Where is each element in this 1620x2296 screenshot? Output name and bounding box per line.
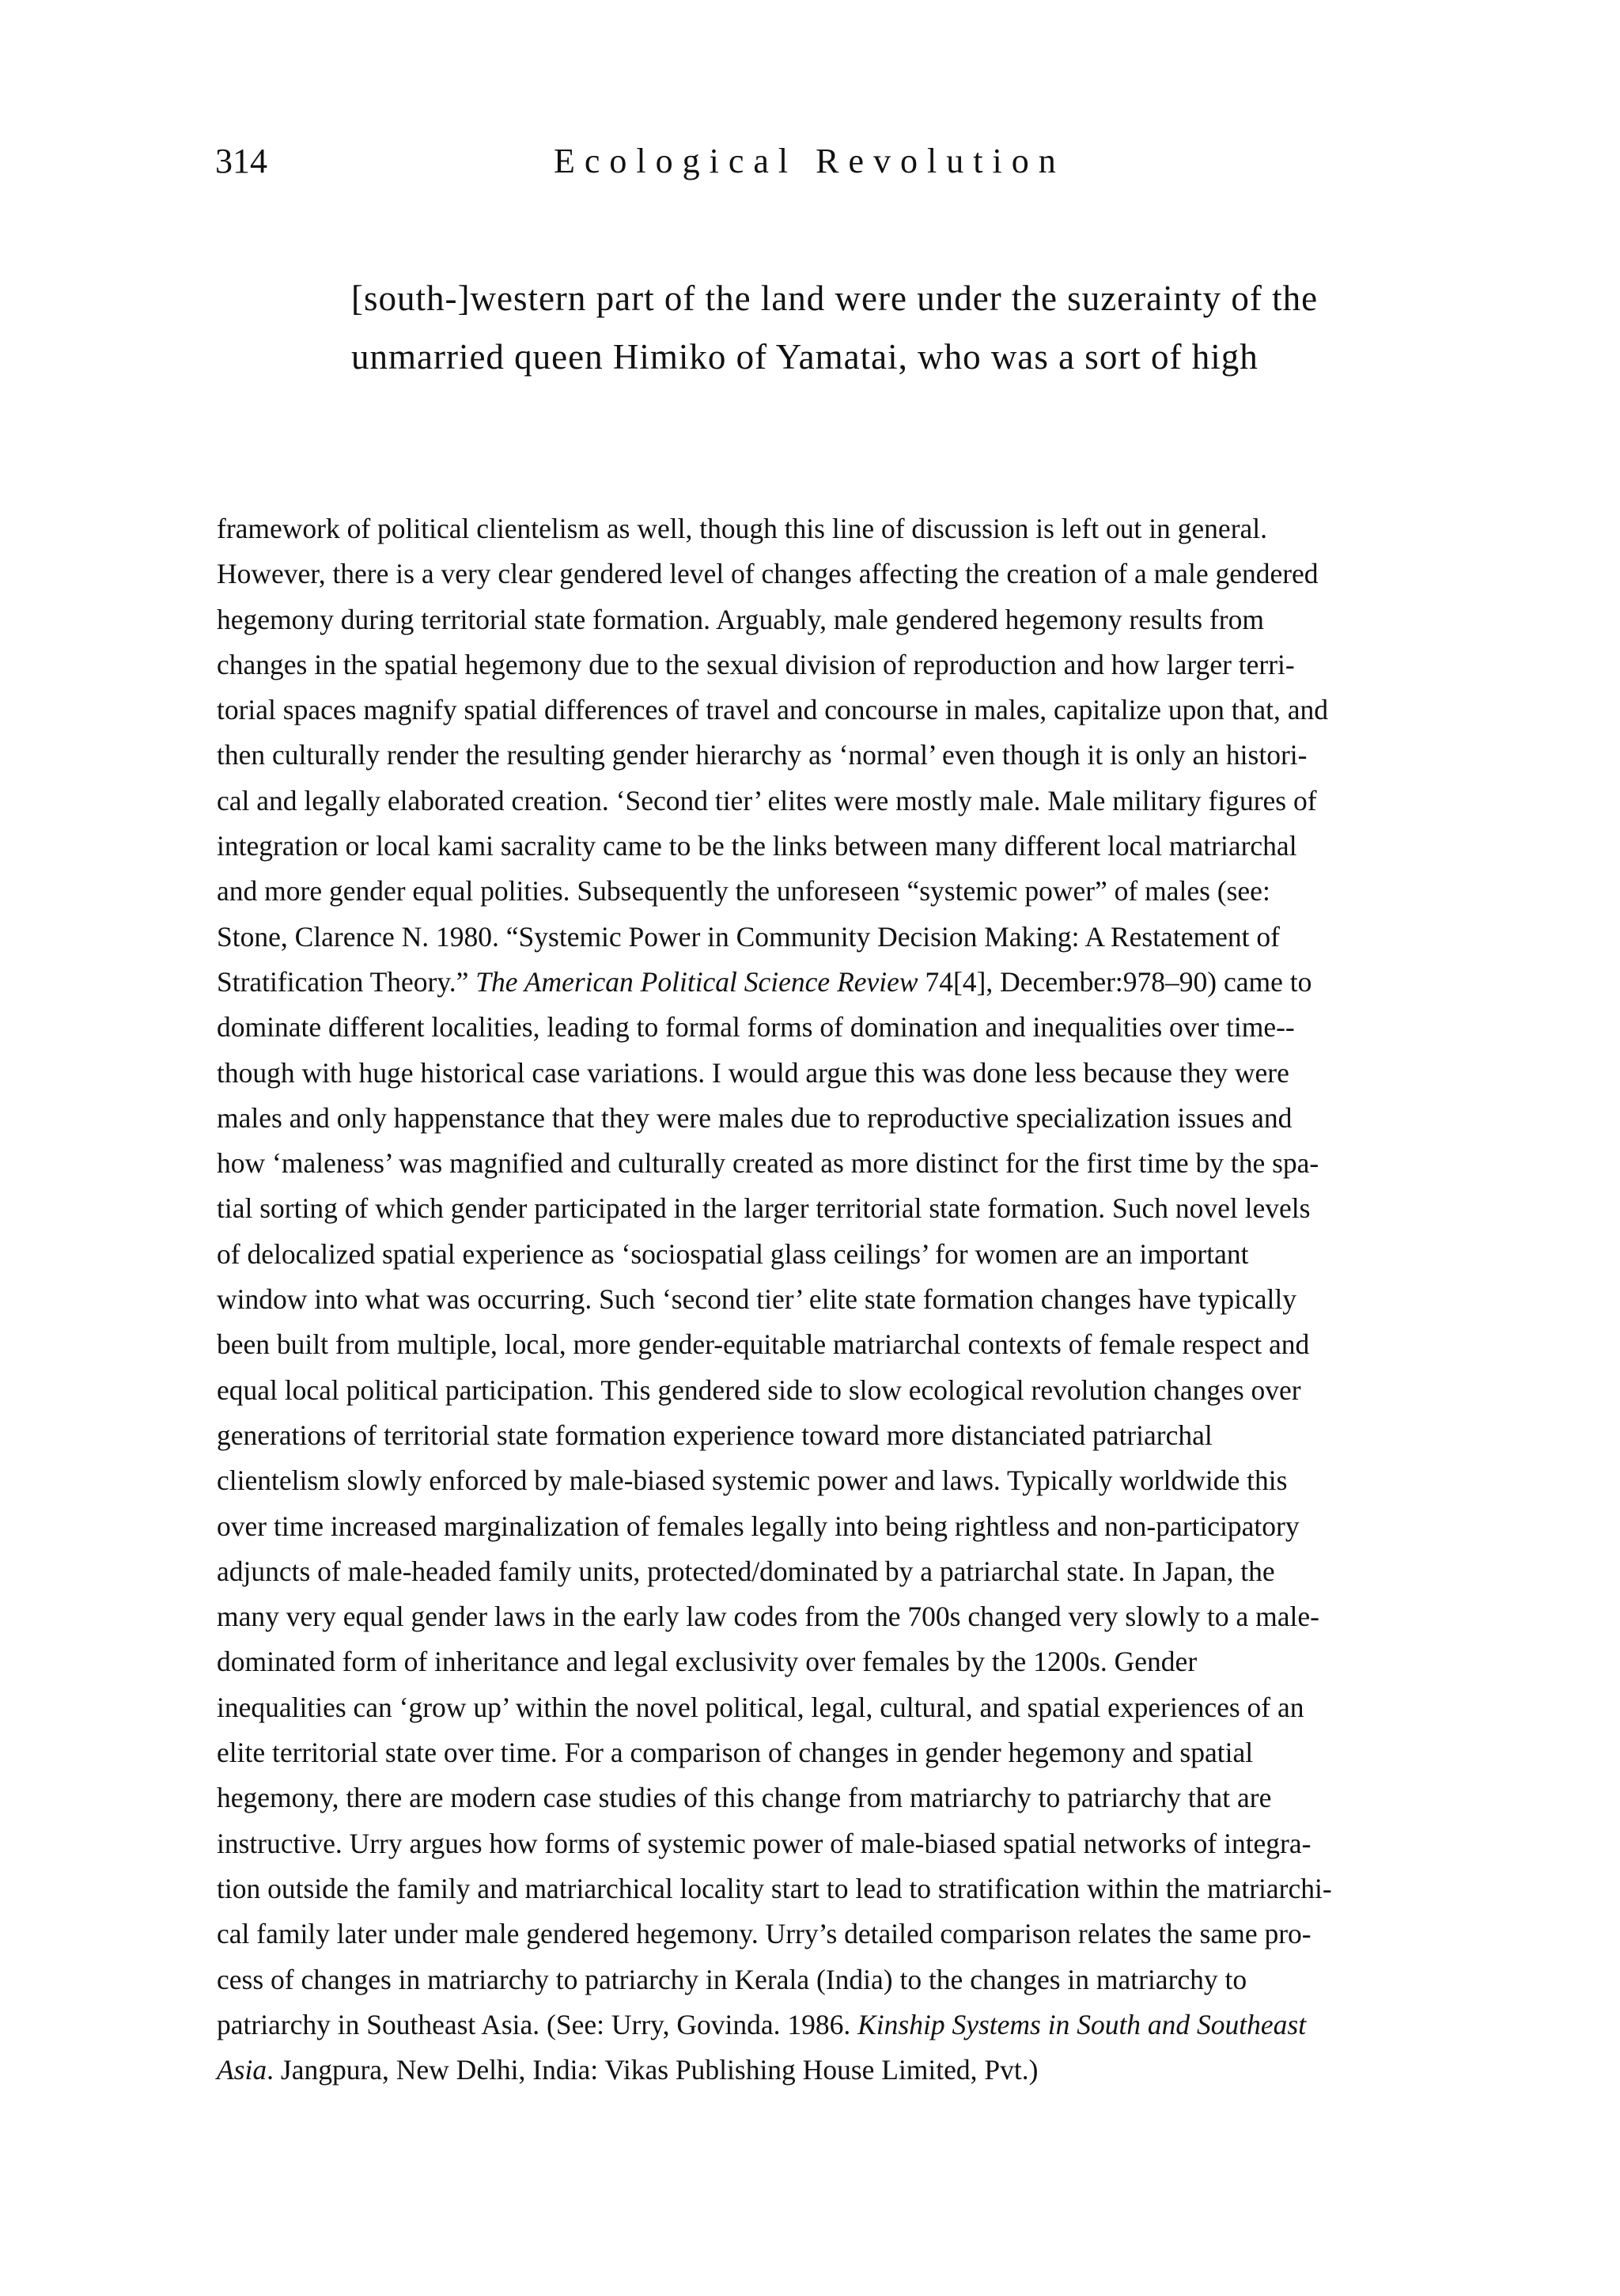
body-line: cess of changes in matriarchy to patriarchy in Kerala (India) to the changes in matriarchy to bbox=[217, 1963, 1247, 1995]
body-line: of delocalized spatial experience as ‘sociospatial glass ceilings’ for women are an important bbox=[217, 1237, 1249, 1270]
body-line: integration or local kami sacrality came to be the links between many different local matriarchal bbox=[217, 830, 1297, 862]
italic-title: The American Political Science Review bbox=[475, 965, 918, 998]
body-line: over time increased marginalization of females legally into being rightless and non-participatory bbox=[217, 1510, 1300, 1542]
body-line: been built from multiple, local, more gender-equitable matriarchal contexts of female respect and bbox=[217, 1328, 1310, 1361]
body-line-text: patriarchy in Southeast Asia. (See: Urry, Govinda. 1986. bbox=[217, 2008, 858, 2040]
body-line: cal and legally elaborated creation. ‘Second tier’ elites were mostly male. Male military figures of bbox=[217, 784, 1317, 816]
body-line: then culturally render the resulting gender hierarchy as ‘normal’ even though it is only an histori- bbox=[217, 739, 1308, 771]
body-line: and more gender equal polities. Subsequently the unforeseen “systemic power” of males (see: bbox=[217, 875, 1270, 907]
body-line: torial spaces magnify spatial differences of travel and concourse in males, capitalize upon that, and bbox=[217, 694, 1329, 726]
body-line: how ‘maleness’ was magnified and culturally created as more distinct for the first time by the spa- bbox=[217, 1147, 1319, 1180]
body-line: instructive. Urry argues how forms of systemic power of male-biased spatial networks of integra- bbox=[217, 1827, 1312, 1859]
body-line: though with huge historical case variations. I would argue this was done less because they were bbox=[217, 1056, 1289, 1089]
quote-line: [south-]western part of the land were under the suzerainty of the bbox=[351, 278, 1319, 318]
body-line: equal local political participation. This gendered side to slow ecological revolution changes over bbox=[217, 1373, 1301, 1406]
running-title: Ecological Revolution bbox=[554, 142, 1065, 180]
body-line bbox=[217, 2002, 1435, 2048]
body-line: window into what was occurring. Such ‘second tier’ elite state formation changes have typically bbox=[217, 1283, 1297, 1316]
body-line: tial sorting of which gender participated in the larger territorial state formation. Such novel levels bbox=[217, 1192, 1311, 1225]
body-line: hegemony, there are modern case studies of this change from matriarchy to patriarchy that are bbox=[217, 1782, 1272, 1814]
body-line: inequalities can ‘grow up’ within the novel political, legal, cultural, and spatial experiences of an bbox=[217, 1691, 1304, 1723]
body-line: However, there is a very clear gendered level of changes affecting the creation of a male gendered bbox=[217, 558, 1319, 590]
body-line-text: . Jangpura, New Delhi, India: Vikas Publishing House Limited, Pvt.) bbox=[267, 2054, 1039, 2086]
body-line: tion outside the family and matriarchical locality start to lead to stratification within the matriarchi- bbox=[217, 1872, 1332, 1904]
page-number: 314 bbox=[215, 142, 267, 180]
body-line: adjuncts of male-headed family units, protected/dominated by a patriarchal state. In Japan, the bbox=[217, 1555, 1275, 1587]
body-line: cal family later under male gendered hegemony. Urry’s detailed comparison relates the same pro- bbox=[217, 1918, 1312, 1950]
body-line: hegemony during territorial state formation. Arguably, male gendered hegemony results from bbox=[217, 603, 1264, 635]
body-line: clientelism slowly enforced by male-biased systemic power and laws. Typically worldwide this bbox=[217, 1464, 1288, 1497]
body-line: many very equal gender laws in the early law codes from the 700s changed very slowly to a male- bbox=[217, 1601, 1319, 1633]
body-line: dominated form of inheritance and legal exclusivity over females by the 1200s. Gender bbox=[217, 1646, 1198, 1678]
body-line-text: 74[4], December:978–90) came to bbox=[918, 965, 1312, 998]
italic-title: Kinship Systems in South and Southeast bbox=[857, 2008, 1307, 2040]
quote-block bbox=[351, 269, 1459, 386]
quote-line: unmarried queen Himiko of Yamatai, who was a sort of high bbox=[351, 337, 1259, 377]
body-line: Stone, Clarence N. 1980. “Systemic Power in Community Decision Making: A Restatement of bbox=[217, 920, 1280, 953]
body-line: changes in the spatial hegemony due to the sexual division of reproduction and how larger terri- bbox=[217, 648, 1295, 680]
body-line: dominate different localities, leading to formal forms of domination and inequalities over time-- bbox=[217, 1011, 1295, 1044]
body-text bbox=[217, 506, 1435, 2093]
body-line: males and only happenstance that they were males due to reproductive specialization issues and bbox=[217, 1101, 1293, 1134]
body-line: elite territorial state over time. For a comparison of changes in gender hegemony and spatial bbox=[217, 1737, 1254, 1769]
body-line: framework of political clientelism as well, though this line of discussion is left out in general. bbox=[217, 513, 1268, 544]
italic-title: Asia bbox=[217, 2054, 267, 2086]
body-line-text: Stratification Theory.” bbox=[217, 965, 476, 998]
body-line bbox=[217, 960, 1435, 1005]
body-line: generations of territorial state formation experience toward more distanciated patriarchal bbox=[217, 1419, 1213, 1451]
body-line bbox=[217, 2048, 1435, 2093]
